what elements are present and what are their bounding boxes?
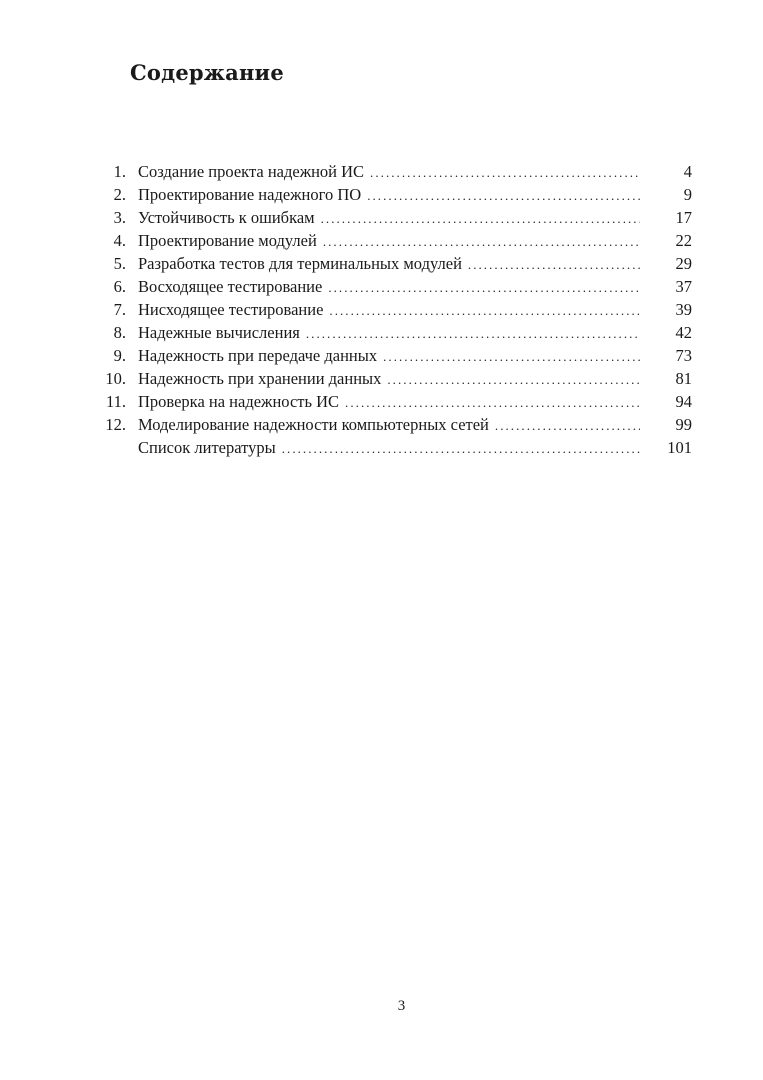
toc-entry[interactable] — [96, 275, 692, 298]
toc-entry[interactable] — [96, 436, 692, 459]
toc-entry-page: 101 — [667, 438, 692, 457]
toc-entry-page: 94 — [675, 392, 692, 411]
toc-entry[interactable] — [96, 344, 692, 367]
toc-entry-title: Разработка тестов для терминальных модулей — [138, 254, 462, 273]
toc-entry[interactable] — [96, 321, 692, 344]
toc-entry-number: 4. — [113, 231, 126, 250]
toc-entry[interactable] — [96, 390, 692, 413]
dot-leader — [468, 253, 640, 276]
dot-leader — [282, 437, 640, 460]
toc-entry[interactable] — [96, 298, 692, 321]
dot-leader — [367, 184, 640, 207]
toc-entry-number: 5. — [113, 254, 126, 273]
dot-leader — [329, 299, 640, 322]
dot-leader — [321, 207, 640, 230]
dot-leader — [323, 230, 640, 253]
toc-entry-page: 29 — [675, 254, 692, 273]
toc-entry-title: Надежность при передаче данных — [138, 346, 378, 365]
toc-entry-title: Создание проекта надежной ИС — [138, 162, 365, 181]
table-of-contents — [96, 160, 692, 459]
toc-entry[interactable] — [96, 160, 692, 183]
toc-entry-title: Список литературы — [138, 438, 276, 457]
dot-leader — [370, 161, 640, 184]
toc-entry[interactable] — [96, 183, 692, 206]
dot-leader — [495, 414, 640, 437]
dot-leader — [387, 368, 640, 391]
toc-entry-number: 9. — [113, 346, 126, 365]
toc-entry-title: Проектирование надежного ПО — [138, 185, 362, 204]
dot-leader — [383, 345, 640, 368]
toc-entry-page: 73 — [675, 346, 692, 365]
page-number: 3 — [397, 998, 406, 1014]
toc-entry-title: Надежные вычисления — [138, 323, 300, 342]
toc-entry-number: 1. — [113, 162, 126, 181]
toc-entry-page: 39 — [675, 300, 692, 319]
toc-entry-page: 22 — [675, 231, 692, 250]
toc-entry-number: 11. — [105, 392, 126, 411]
page-title: Содержание — [130, 60, 284, 85]
toc-entry[interactable] — [96, 413, 692, 436]
toc-entry-page: 17 — [675, 208, 692, 227]
toc-entry-number: 12. — [105, 415, 126, 434]
toc-entry-title: Моделирование надежности компьютерных сетей — [138, 415, 489, 434]
toc-entry[interactable] — [96, 367, 692, 390]
toc-entry-number: 2. — [113, 185, 126, 204]
toc-entry-page: 99 — [675, 415, 692, 434]
toc-entry-title: Устойчивость к ошибкам — [138, 208, 315, 227]
toc-entry[interactable] — [96, 252, 692, 275]
toc-entry-number: 7. — [113, 300, 126, 319]
toc-entry-title: Восходящее тестирование — [138, 277, 323, 296]
dot-leader — [345, 391, 640, 414]
toc-entry-page: 4 — [683, 162, 692, 181]
toc-entry-page: 37 — [675, 277, 692, 296]
toc-entry-number: 8. — [113, 323, 126, 342]
toc-entry-number: 3. — [113, 208, 126, 227]
toc-entry-title: Нисходящее тестирование — [138, 300, 324, 319]
dot-leader — [328, 276, 640, 299]
toc-entry-page: 42 — [675, 323, 692, 342]
toc-entry-page: 9 — [683, 185, 692, 204]
dot-leader — [306, 322, 640, 345]
toc-entry-number: 6. — [113, 277, 126, 296]
toc-entry-number: 10. — [105, 369, 126, 388]
toc-entry[interactable] — [96, 206, 692, 229]
toc-entry-title: Проверка на надежность ИС — [138, 392, 340, 411]
toc-entry-title: Проектирование модулей — [138, 231, 317, 250]
toc-entry-title: Надежность при хранении данных — [138, 369, 382, 388]
toc-entry[interactable] — [96, 229, 692, 252]
toc-entry-page: 81 — [675, 369, 692, 388]
